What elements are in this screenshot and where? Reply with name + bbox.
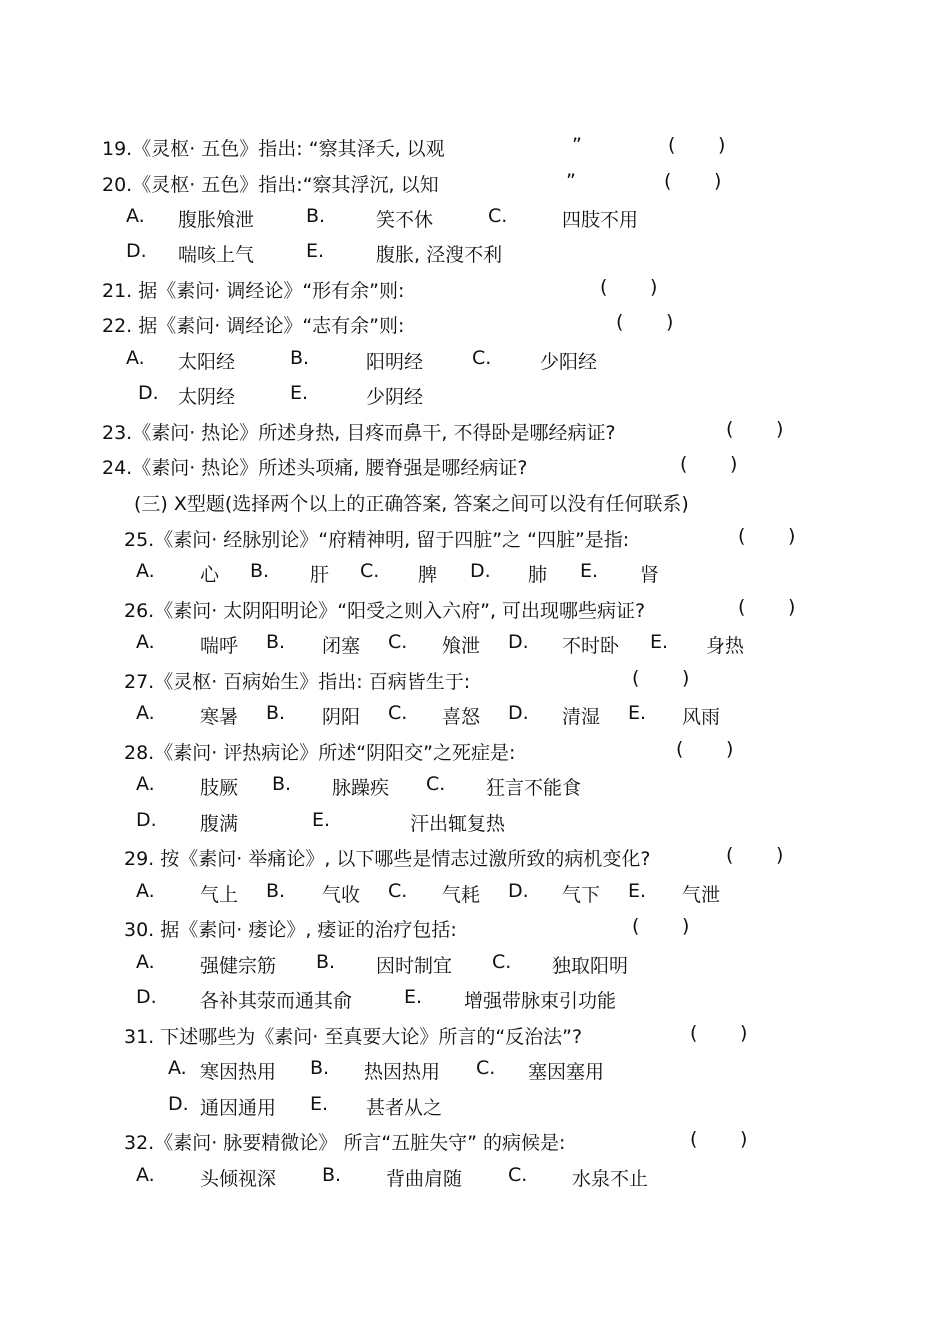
line-7-segment-3: B. (290, 347, 310, 369)
line-22-segment-5: C. (388, 880, 408, 902)
line-26-segment-2: ( (690, 1022, 698, 1044)
line-3-segment-1: A. (126, 205, 145, 227)
line-2-segment-4: ) (714, 170, 722, 192)
line-22-segment-6: 气耗 (442, 884, 481, 906)
line-9-segment-2: ( (726, 418, 734, 440)
line-8-segment-2: 太阴经 (178, 386, 236, 408)
line-25-segment-2: 各补其荥而通其俞 (200, 990, 353, 1012)
line-17-segment-3: B. (266, 702, 286, 724)
line-27-segment-1: A. (168, 1057, 187, 1079)
line-22-segment-9: E. (628, 880, 647, 902)
line-6-segment-1: 22. 据《素问· 调经论》“志有余”则: (102, 315, 405, 337)
line-17-segment-10: 风雨 (682, 706, 721, 728)
line-17-segment-8: 清湿 (562, 706, 601, 728)
line-17-segment-7: D. (508, 702, 529, 724)
line-27-segment-5: C. (476, 1057, 496, 1079)
line-27-segment-3: B. (310, 1057, 330, 1079)
line-13-segment-7: D. (470, 560, 491, 582)
line-30-segment-5: C. (508, 1164, 528, 1186)
line-15-segment-5: C. (388, 631, 408, 653)
line-3-segment-5: C. (488, 205, 508, 227)
line-13-segment-9: E. (580, 560, 599, 582)
line-15-segment-1: A. (136, 631, 155, 653)
line-23-segment-2: ( (632, 915, 640, 937)
line-21-segment-3: ) (776, 844, 784, 866)
line-13-segment-4: 肝 (310, 564, 330, 586)
line-15-segment-4: 闭塞 (322, 635, 361, 657)
line-24-segment-6: 独取阳明 (552, 955, 629, 977)
line-3-segment-6: 四肢不用 (562, 209, 639, 231)
line-20-segment-2: 腹满 (200, 813, 239, 835)
line-16-segment-3: ) (682, 667, 690, 689)
line-26-segment-1: 31. 下述哪些为《素问· 至真要大论》所言的“反治法”? (124, 1026, 583, 1048)
line-27-segment-2: 寒因热用 (200, 1061, 277, 1083)
line-27-segment-6: 塞因塞用 (528, 1061, 605, 1083)
line-22-segment-3: B. (266, 880, 286, 902)
line-4-segment-3: E. (306, 240, 325, 262)
line-4-segment-1: D. (126, 240, 147, 262)
line-20-segment-1: D. (136, 809, 157, 831)
line-30-segment-4: 背曲肩随 (386, 1168, 463, 1190)
line-17-segment-5: C. (388, 702, 408, 724)
line-14-segment-2: ( (738, 596, 746, 618)
line-15-segment-6: 飧泄 (442, 635, 481, 657)
line-13-segment-1: A. (136, 560, 155, 582)
line-20-segment-3: E. (312, 809, 331, 831)
line-10-segment-2: ( (680, 453, 688, 475)
line-29-segment-1: 32.《素问· 脉要精微论》 所言“五脏失守” 的病候是: (124, 1132, 566, 1154)
line-17-segment-4: 阴阳 (322, 706, 361, 728)
line-13-segment-5: C. (360, 560, 380, 582)
line-24-segment-1: A. (136, 951, 155, 973)
line-1-segment-4: ) (718, 134, 726, 156)
line-11-segment-1: (三) X型题(选择两个以上的正确答案, 答案之间可以没有任何联系) (134, 493, 689, 515)
line-7-segment-5: C. (472, 347, 492, 369)
line-30-segment-6: 水泉不止 (572, 1168, 649, 1190)
line-3-segment-2: 腹胀飧泄 (178, 209, 255, 231)
line-17-segment-9: E. (628, 702, 647, 724)
line-3-segment-3: B. (306, 205, 326, 227)
line-22-segment-10: 气泄 (682, 884, 721, 906)
line-29-segment-2: ( (690, 1128, 698, 1150)
line-22-segment-2: 气上 (200, 884, 239, 906)
line-13-segment-8: 肺 (528, 564, 548, 586)
line-16-segment-1: 27.《灵枢· 百病始生》指出: 百病皆生于: (124, 671, 471, 693)
line-17-segment-2: 寒暑 (200, 706, 239, 728)
line-1-segment-2: ” (572, 134, 582, 156)
line-28-segment-4: 甚者从之 (366, 1097, 443, 1119)
line-22-segment-4: 气收 (322, 884, 361, 906)
line-27-segment-4: 热因热用 (364, 1061, 441, 1083)
line-24-segment-3: B. (316, 951, 336, 973)
line-24-segment-2: 强健宗筋 (200, 955, 277, 977)
line-19-segment-3: B. (272, 773, 292, 795)
line-23-segment-1: 30. 据《素问· 痿论》, 痿证的治疗包括: (124, 919, 457, 941)
line-26-segment-3: ) (740, 1022, 748, 1044)
line-2-segment-2: ” (566, 170, 576, 192)
line-7-segment-6: 少阳经 (540, 351, 598, 373)
line-19-segment-2: 肢厥 (200, 777, 239, 799)
line-6-segment-3: ) (666, 311, 674, 333)
line-7-segment-2: 太阳经 (178, 351, 236, 373)
line-14-segment-1: 26.《素问· 太阴阳明论》“阳受之则入六府”, 可出现哪些病证? (124, 600, 646, 622)
line-19-segment-6: 狂言不能食 (486, 777, 582, 799)
line-3-segment-4: 笑不休 (376, 209, 434, 231)
line-16-segment-2: ( (632, 667, 640, 689)
line-28-segment-2: 通因通用 (200, 1097, 277, 1119)
line-18-segment-2: ( (676, 738, 684, 760)
line-4-segment-4: 腹胀, 泾溲不利 (376, 244, 503, 266)
line-17-segment-6: 喜怒 (442, 706, 481, 728)
line-8-segment-4: 少阴经 (366, 386, 424, 408)
line-2-segment-1: 20.《灵枢· 五色》指出:“察其浮沉, 以知 (102, 174, 439, 196)
line-30-segment-3: B. (322, 1164, 342, 1186)
line-25-segment-4: 增强带脉束引功能 (464, 990, 617, 1012)
line-12-segment-3: ) (788, 525, 796, 547)
line-17-segment-1: A. (136, 702, 155, 724)
line-14-segment-3: ) (788, 596, 796, 618)
line-15-segment-7: D. (508, 631, 529, 653)
line-18-segment-3: ) (726, 738, 734, 760)
line-4-segment-2: 喘咳上气 (178, 244, 255, 266)
line-9-segment-3: ) (776, 418, 784, 440)
line-25-segment-1: D. (136, 986, 157, 1008)
line-8-segment-1: D. (138, 382, 159, 404)
line-21-segment-1: 29. 按《素问· 举痛论》, 以下哪些是情志过激所致的病机变化? (124, 848, 651, 870)
line-5-segment-1: 21. 据《素问· 调经论》“形有余”则: (102, 280, 405, 302)
line-10-segment-3: ) (730, 453, 738, 475)
line-13-segment-10: 肾 (640, 564, 660, 586)
line-21-segment-2: ( (726, 844, 734, 866)
line-2-segment-3: ( (664, 170, 672, 192)
line-18-segment-1: 28.《素问· 评热病论》所述“阴阳交”之死症是: (124, 742, 516, 764)
line-22-segment-1: A. (136, 880, 155, 902)
line-15-segment-3: B. (266, 631, 286, 653)
line-24-segment-4: 因时制宜 (376, 955, 453, 977)
line-9-segment-1: 23.《素问· 热论》所述身热, 目疼而鼻干, 不得卧是哪经病证? (102, 422, 616, 444)
line-30-segment-2: 头倾视深 (200, 1168, 277, 1190)
line-19-segment-5: C. (426, 773, 446, 795)
line-7-segment-1: A. (126, 347, 145, 369)
line-23-segment-3: ) (682, 915, 690, 937)
line-13-segment-3: B. (250, 560, 270, 582)
line-1-segment-3: ( (668, 134, 676, 156)
line-5-segment-3: ) (650, 276, 658, 298)
line-15-segment-2: 喘呼 (200, 635, 239, 657)
line-15-segment-10: 身热 (706, 635, 745, 657)
line-5-segment-2: ( (600, 276, 608, 298)
line-10-segment-1: 24.《素问· 热论》所述头项痛, 腰脊强是哪经病证? (102, 457, 528, 479)
line-8-segment-3: E. (290, 382, 309, 404)
line-12-segment-1: 25.《素问· 经脉别论》“府精神明, 留于四脏”之 “四脏”是指: (124, 529, 630, 551)
line-13-segment-2: 心 (200, 564, 220, 586)
line-28-segment-1: D. (168, 1093, 189, 1115)
line-30-segment-1: A. (136, 1164, 155, 1186)
line-29-segment-3: ) (740, 1128, 748, 1150)
line-19-segment-1: A. (136, 773, 155, 795)
line-12-segment-2: ( (738, 525, 746, 547)
line-7-segment-4: 阳明经 (366, 351, 424, 373)
line-28-segment-3: E. (310, 1093, 329, 1115)
line-22-segment-8: 气下 (562, 884, 601, 906)
line-6-segment-2: ( (616, 311, 624, 333)
line-13-segment-6: 脾 (418, 564, 438, 586)
line-1-segment-1: 19.《灵枢· 五色》指出: “察其泽夭, 以观 (102, 138, 445, 160)
line-19-segment-4: 脉躁疾 (332, 777, 390, 799)
line-15-segment-8: 不时卧 (562, 635, 620, 657)
line-24-segment-5: C. (492, 951, 512, 973)
line-20-segment-4: 汗出辄复热 (410, 813, 506, 835)
line-22-segment-7: D. (508, 880, 529, 902)
line-15-segment-9: E. (650, 631, 669, 653)
line-25-segment-3: E. (404, 986, 423, 1008)
